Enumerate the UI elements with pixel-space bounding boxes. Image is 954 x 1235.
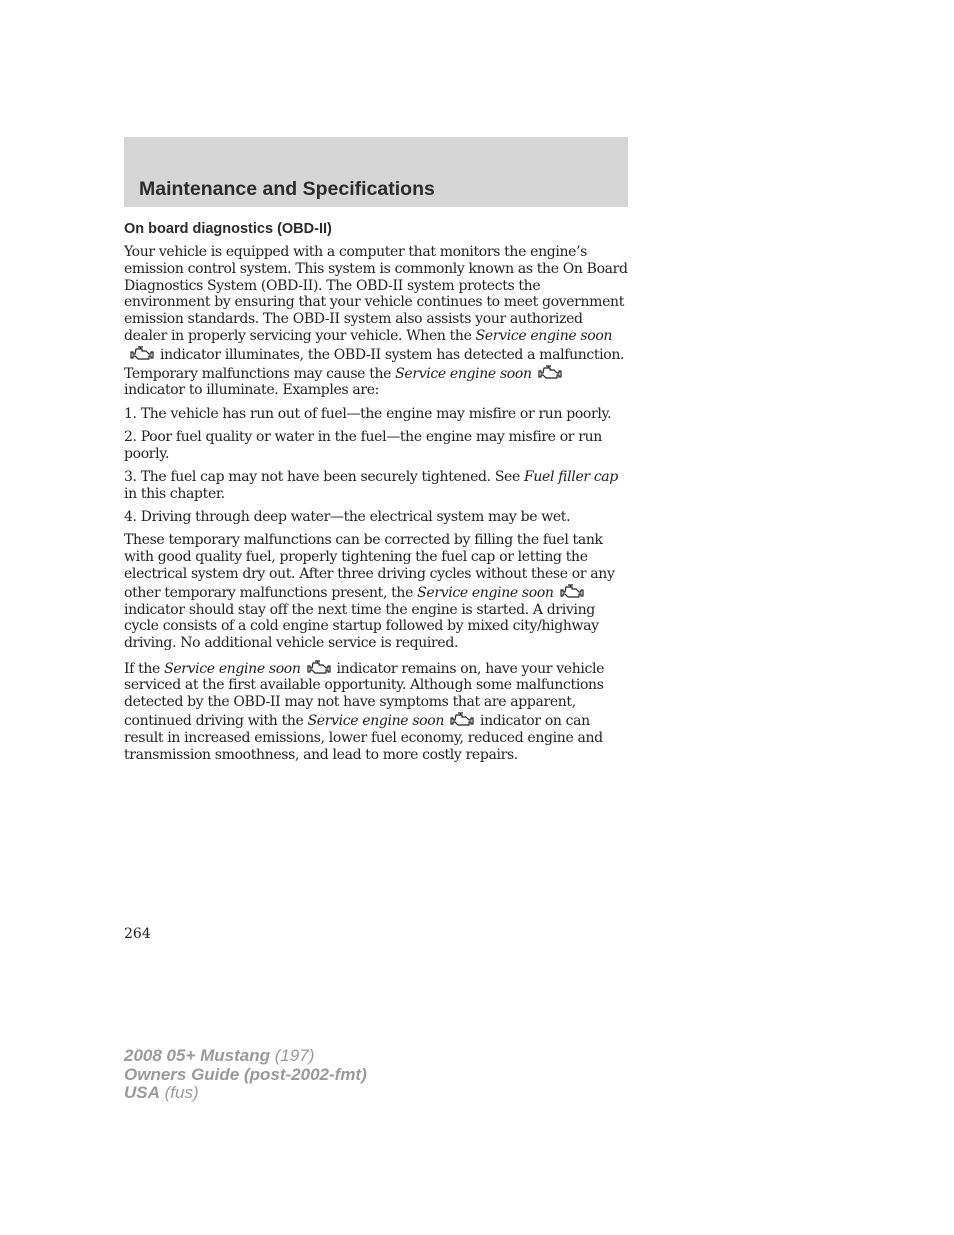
list-item: 4. Driving through deep water—the electrical system may be wet. bbox=[124, 509, 571, 526]
section-header-band bbox=[124, 137, 628, 207]
section-heading: On board diagnostics (OBD-II) bbox=[124, 221, 332, 237]
fuel-filler-cap-reference: Fuel filler cap bbox=[524, 469, 618, 486]
list-item: 3. The fuel cap may not have been securely tightened. See Fuel filler cap in this chapter. bbox=[124, 469, 618, 502]
footer-line-guide: Owners Guide (post-2002-fmt) bbox=[124, 1064, 367, 1084]
footer-line-model: 2008 05+ Mustang (197) bbox=[124, 1046, 315, 1065]
check-engine-icon bbox=[127, 345, 157, 362]
service-engine-soon-term: Service engine soon bbox=[307, 712, 444, 729]
service-engine-soon-term: Service engine soon bbox=[417, 584, 554, 601]
body-content bbox=[124, 244, 628, 770]
service-engine-soon-term: Service engine soon bbox=[475, 327, 613, 344]
service-engine-soon-term: Service engine soon bbox=[395, 365, 532, 382]
paragraph-intro: Your vehicle is equipped with a computer that monitors the engine’s emission control system. This system is commonly known as the On Board Diagnostics System (OBD-II). The OBD-II system protects the environment by ensuring that your vehicle continues to meet government emission standards. The OBD-II system also assists your authorized dealer in properly servicing your vehicle. When the Service engine soon indicator illuminates, the OBD-II system has detected a malfunction. Temporary malfunctions may cause the Service engine soon indicator to illuminate. Examples are: bbox=[124, 244, 628, 399]
check-engine-icon bbox=[557, 583, 587, 600]
page-number: 264 bbox=[124, 926, 151, 942]
check-engine-icon bbox=[447, 711, 477, 728]
service-engine-soon-term: Service engine soon bbox=[164, 660, 301, 677]
check-engine-icon bbox=[535, 364, 565, 381]
check-engine-icon bbox=[304, 659, 334, 676]
paragraph-temporary-malfunctions: These temporary malfunctions can be corrected by filling the fuel tank with good quality fuel, properly tightening the fuel cap or letting the electrical system dry out. After three driving cycles without these or any other temporary malfunctions present, the Service engine soon indicator should stay off the next time the engine is started. A driving cycle consists of a cold engine startup followed by mixed city/highway driving. No additional vehicle service is required. bbox=[124, 532, 615, 652]
list-item: 2. Poor fuel quality or water in the fuel—the engine may misfire or run poorly. bbox=[124, 428, 602, 462]
footer-line-region: USA (fus) bbox=[124, 1083, 199, 1102]
page-title: Maintenance and Specifications bbox=[139, 178, 435, 200]
list-item: 1. The vehicle has run out of fuel—the engine may misfire or run poorly. bbox=[124, 405, 612, 422]
paragraph-indicator-remains-on: If the Service engine soon indicator remains on, have your vehicle serviced at the first available opportunity. Although some malfunctions detected by the OBD-II may not have symptoms that are apparent, continued driving with the Service engine soon indicator on can result in increased emissions, lower fuel economy, reduced engine and transmission smoothness, and lead to more costly repairs. bbox=[124, 660, 605, 763]
document-footer bbox=[124, 1047, 367, 1103]
